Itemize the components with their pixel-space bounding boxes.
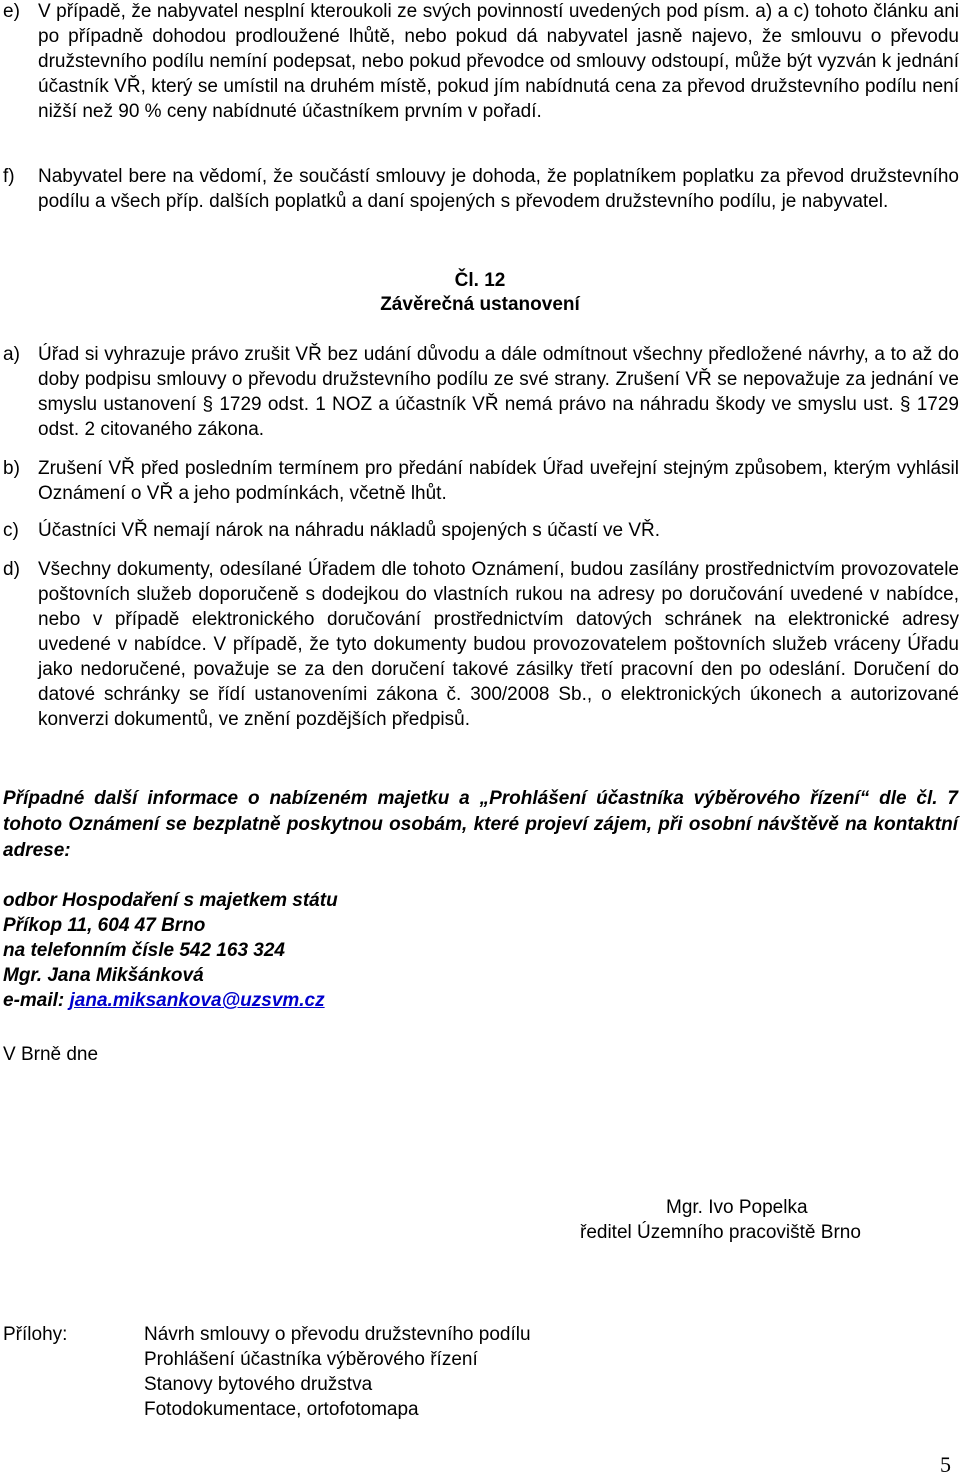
section-number: Čl. 12 (454, 270, 506, 291)
clause-c (3, 518, 959, 543)
attachment-item: Návrh smlouvy o převodu družstevního podílu (144, 1324, 531, 1345)
contact-email-line (3, 988, 603, 1013)
section-title: Závěrečná ustanovení (380, 294, 580, 315)
email-link[interactable]: jana.miksankova@uzsvm.cz (69, 990, 325, 1011)
clause-a (3, 342, 959, 442)
info-paragraph: Případné další informace o nabízeném majetku a „Prohlášení účastníka výběrového řízení“ dle čl. 7 tohoto Oznámení se bezplatně poskytnou osobám, které projeví zájem, při osobní návštěvě na kontaktní adrese: (3, 788, 958, 861)
clause-text: Všechny dokumenty, odesílané Úřadem dle tohoto Oznámení, budou zasílány prostřednictvím provozovatele poštovních služeb doporučeně s dodejkou do vlastních rukou na adresy po doručování uvedené v nabídce, nebo v případě elektronického doručování prostřednictvím datových schránek na elektronické adresy uvedené v nabídce. V případě, že tyto dokumenty budou provozovatelem poštovních služeb vráceny Úřadu jako nedoručené, považuje se za den doručení takové zásilky třetí pracovní den po odeslání. Doručení do datové schránky se řídí ustanoveními zákona č. 300/2008 Sb., o elektronických úkonech a autorizované konverzi dokumentů, ve znění pozdějších předpisů. (38, 559, 959, 730)
contact-block (3, 888, 603, 1013)
signatory-title: ředitel Územního pracoviště Brno (580, 1222, 861, 1243)
email-label: e-mail: (3, 990, 70, 1011)
clause-f (3, 164, 959, 214)
contact-person: Mgr. Jana Mikšánková (3, 965, 204, 986)
clause-label: c) (3, 520, 19, 541)
attachment-item: Stanovy bytového družstva (144, 1374, 373, 1395)
clause-text: Úřad si vyhrazuje právo zrušit VŘ bez udání důvodu a dále odmítnout všechny předložené návrhy, a to až do doby podpisu smlouvy o převodu družstevního podílu ze své strany. Zrušení VŘ se nepovažuje za jednání ve smyslu ustanovení § 1729 odst. 1 NOZ a účastník VŘ nemá právo na náhradu škody ve smyslu ust. § 1729 odst. 2 citovaného zákona. (38, 344, 959, 440)
clause-text: Zrušení VŘ před posledním termínem pro předání nabídek Úřad uveřejní stejným způsobem, kterým vyhlásil Oznámení o VŘ a jeho podmínkách, včetně lhůt. (38, 458, 959, 504)
clause-text: Nabyvatel bere na vědomí, že součástí smlouvy je dohoda, že poplatníkem poplatku za převod družstevního podílu a všech příp. dalších poplatků a daní spojených s převodem družstevního podílu, je nabyvatel. (38, 166, 959, 212)
clause-label: f) (3, 166, 15, 187)
clause-d (3, 557, 959, 732)
contact-address: Příkop 11, 604 47 Brno (3, 915, 206, 936)
place-date: V Brně dne (3, 1044, 99, 1065)
attachments-list (144, 1322, 531, 1422)
clause-label: d) (3, 559, 20, 580)
clause-e (3, 0, 959, 124)
clause-text: V případě, že nabyvatel nesplní kteroukoli ze svých povinností uvedených pod písm. a) a c) tohoto článku ani po případně dohodou prodloužené lhůtě, nebo pokud dá nabyvatel jasně najevo, že smlouvu o převodu družstevního podílu nemíní podepsat, nebo pokud převodce od smlouvy odstoupí, může být vyzván k jednání účastník VŘ, který se umístil na druhém místě, pokud jím nabídnutá cena za převod družstevního podílu není nižší než 90 % ceny nabídnuté účastníkem prvním v pořadí. (38, 1, 959, 122)
signatory-name: Mgr. Ivo Popelka (666, 1197, 808, 1218)
clause-label: e) (3, 1, 20, 22)
clause-text: Účastníci VŘ nemají nárok na náhradu nákladů spojených s účastí ve VŘ. (38, 520, 661, 541)
contact-phone: na telefonním čísle 542 163 324 (3, 940, 285, 961)
attachment-item: Prohlášení účastníka výběrového řízení (144, 1349, 478, 1370)
contact-department: odbor Hospodaření s majetkem státu (3, 890, 338, 911)
clause-b (3, 456, 959, 506)
page-number: 5 (940, 1452, 951, 1477)
clause-label: b) (3, 458, 20, 479)
attachments-label: Přílohy: (3, 1324, 68, 1345)
attachment-item: Fotodokumentace, ortofotomapa (144, 1399, 419, 1420)
signature-block (580, 1195, 940, 1245)
clause-label: a) (3, 344, 20, 365)
